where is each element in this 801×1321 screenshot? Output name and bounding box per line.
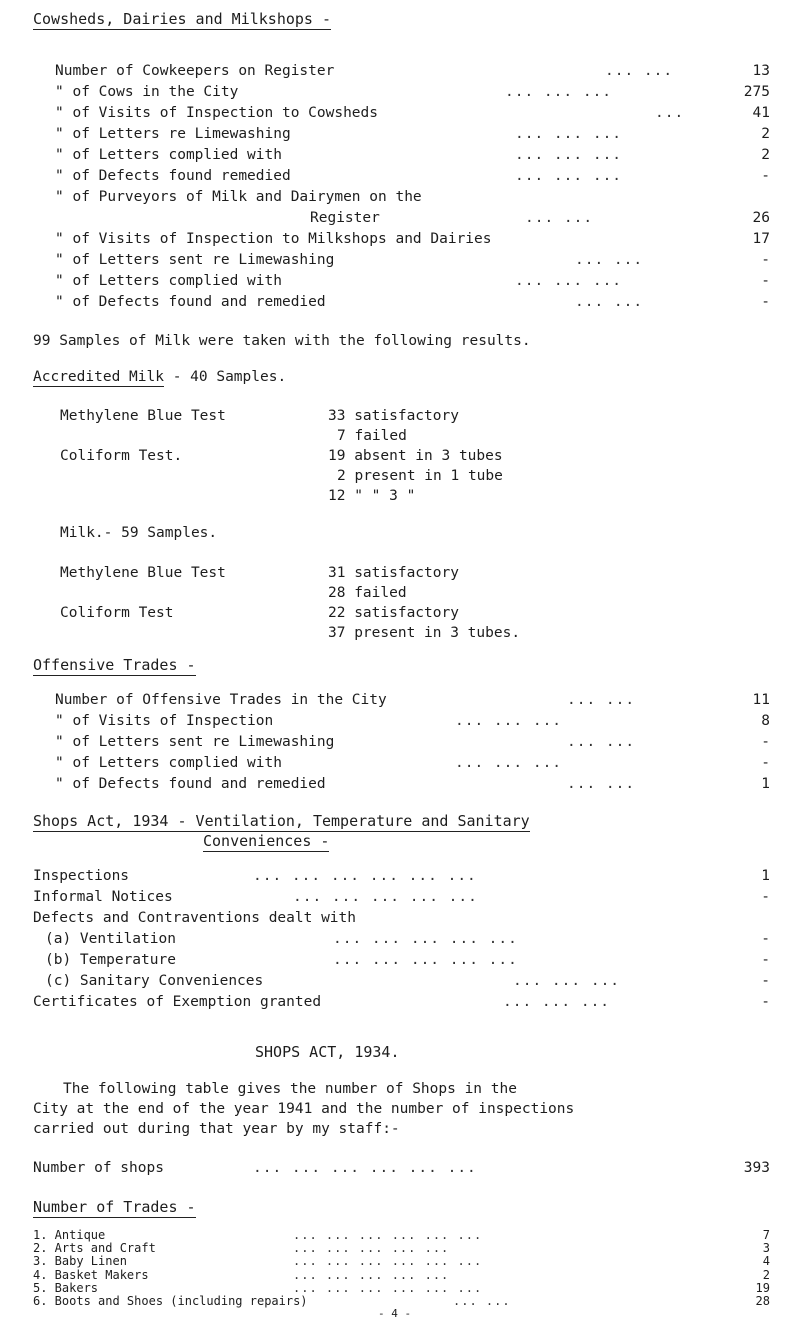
offensive-heading: Offensive Trades - xyxy=(33,656,196,674)
row-value: - xyxy=(761,168,770,184)
milk-heading: Milk.- 59 Samples. xyxy=(60,525,218,541)
row-value: 1 xyxy=(761,776,770,792)
row-value: - xyxy=(761,973,770,989)
accredited-heading-line xyxy=(33,369,286,385)
shops-act-heading: Shops Act, 1934 - Ventilation, Temperature and Sanitary xyxy=(33,812,530,830)
table-row xyxy=(33,910,770,930)
table-row xyxy=(55,734,770,754)
row-label: 1. Antique xyxy=(33,1228,106,1242)
table-row xyxy=(55,776,770,796)
table-row xyxy=(55,294,770,314)
row-value: 2 xyxy=(761,147,770,163)
row-value: 7 xyxy=(762,1228,770,1242)
table-row xyxy=(55,84,770,104)
list-item xyxy=(33,1254,770,1267)
row-dots: ... ... xyxy=(575,294,644,310)
row-value: 19 xyxy=(755,1280,770,1295)
row-dots: ... xyxy=(655,105,685,121)
row-dots: ... ... ... ... ... ... xyxy=(293,1254,483,1269)
row-dots: ... ... ... xyxy=(503,994,611,1010)
row-dots: ... ... ... xyxy=(515,273,623,289)
methylene-test-label: Methylene Blue Test xyxy=(60,565,226,581)
row-label: " of Visits of Inspection xyxy=(55,713,274,729)
table-row xyxy=(55,252,770,272)
table-row xyxy=(55,147,770,167)
row-value: 41 xyxy=(752,105,770,121)
result-line: 28 failed xyxy=(328,585,407,601)
row-dots: ... ... ... xyxy=(455,755,563,771)
row-label: " of Letters sent re Limewashing xyxy=(55,734,335,750)
table-row xyxy=(55,210,770,230)
samples-intro: 99 Samples of Milk were taken with the following results. xyxy=(33,333,531,349)
row-label: Defects and Contraventions dealt with xyxy=(33,910,357,926)
accredited-count: - 40 Samples. xyxy=(172,369,287,385)
row-value: - xyxy=(761,273,770,289)
list-item xyxy=(33,1268,770,1281)
table-row xyxy=(55,713,770,733)
row-label: 3. Baby Linen xyxy=(33,1254,127,1269)
shops-act-title: SHOPS ACT, 1934. xyxy=(255,1043,400,1061)
row-label: " of Letters sent re Limewashing xyxy=(55,252,335,268)
row-dots: ... ... xyxy=(605,63,674,79)
row-label: (c) Sanitary Conveniences xyxy=(45,973,264,989)
row-value: 3 xyxy=(762,1241,770,1256)
row-dots: ... ... ... ... ... xyxy=(293,1241,450,1256)
result-line: 33 satisfactory xyxy=(328,408,459,424)
row-dots: ... ... ... xyxy=(515,126,623,142)
row-value: 17 xyxy=(752,231,770,247)
row-label: Number of shops xyxy=(33,1160,164,1176)
row-dots: ... ... ... xyxy=(515,147,623,163)
row-value: 2 xyxy=(761,126,770,142)
table-row xyxy=(55,273,770,293)
row-dots: ... ... ... xyxy=(505,84,613,100)
result-line: 31 satisfactory xyxy=(328,565,459,581)
row-label: " of Visits of Inspection to Milkshops and Dairies xyxy=(55,231,492,247)
methylene-test-label: Methylene Blue Test xyxy=(60,408,226,424)
row-value: - xyxy=(761,994,770,1010)
row-label: (b) Temperature xyxy=(45,952,176,968)
row-label: 2. Arts and Craft xyxy=(33,1241,156,1256)
page-number: - 4 - xyxy=(378,1307,412,1320)
row-dots: ... ... ... ... ... xyxy=(293,889,478,905)
row-label: " of Letters complied with xyxy=(55,273,282,289)
row-value: 8 xyxy=(761,713,770,729)
row-label: Certificates of Exemption granted xyxy=(33,994,322,1010)
table-row xyxy=(33,973,770,993)
row-value: - xyxy=(761,931,770,947)
table-row xyxy=(55,168,770,188)
table-row xyxy=(33,931,770,951)
row-label: 5. Bakers xyxy=(33,1280,99,1295)
table-row xyxy=(55,231,770,251)
shops-para-line: carried out during that year by my staff:- xyxy=(33,1121,400,1137)
result-line: 7 failed xyxy=(337,428,407,444)
cowsheds-heading: Cowsheds, Dairies and Milkshops - xyxy=(33,10,332,28)
list-item xyxy=(33,1241,770,1254)
row-dots: ... ... xyxy=(567,734,636,750)
row-value: 1 xyxy=(761,868,770,884)
trades-heading: Number of Trades - xyxy=(33,1198,196,1216)
row-label: " of Letters re Limewashing xyxy=(55,126,291,142)
table-row xyxy=(33,952,770,972)
table-row xyxy=(55,105,770,125)
table-row xyxy=(55,63,770,83)
row-label: " of Purveyors of Milk and Dairymen on the xyxy=(55,189,422,205)
list-item xyxy=(33,1228,770,1241)
row-dots: ... ... ... ... ... xyxy=(293,1267,450,1282)
row-dots: ... ... ... ... ... ... xyxy=(253,1160,477,1176)
table-row xyxy=(33,994,770,1014)
row-value: - xyxy=(761,252,770,268)
list-item xyxy=(33,1294,770,1307)
result-line: 19 absent in 3 tubes xyxy=(328,448,503,464)
row-value: 2 xyxy=(762,1267,770,1282)
row-value: - xyxy=(761,755,770,771)
row-label: Number of Cowkeepers on Register xyxy=(55,63,335,79)
row-label: 4. Basket Makers xyxy=(33,1267,149,1282)
coliform-test-label: Coliform Test. xyxy=(60,448,183,464)
row-value: 393 xyxy=(743,1160,770,1176)
coliform-test-label: Coliform Test xyxy=(60,605,174,621)
row-dots: ... ... ... ... ... ... xyxy=(293,1228,483,1242)
row-dots: ... ... ... ... ... ... xyxy=(253,868,477,884)
result-line: 22 satisfactory xyxy=(328,605,459,621)
row-dots: ... ... xyxy=(567,776,636,792)
row-label: " of Defects found remedied xyxy=(55,168,291,184)
number-of-shops-row xyxy=(33,1160,770,1180)
row-dots: ... ... ... xyxy=(515,168,623,184)
row-value: 28 xyxy=(755,1294,770,1308)
row-value: - xyxy=(761,734,770,750)
row-value: - xyxy=(761,294,770,310)
row-label: Number of Offensive Trades in the City xyxy=(55,692,387,708)
shops-para-line: City at the end of the year 1941 and the number of inspections xyxy=(33,1101,575,1117)
row-label: Informal Notices xyxy=(33,889,173,905)
list-item xyxy=(33,1281,770,1294)
row-label: " of Cows in the City xyxy=(55,84,239,100)
row-dots: ... ... ... ... ... xyxy=(333,952,518,968)
table-row xyxy=(55,755,770,775)
table-row xyxy=(55,189,770,209)
row-dots: ... ... xyxy=(453,1294,511,1308)
row-label: " of Defects found and remedied xyxy=(55,294,326,310)
table-row xyxy=(33,889,770,909)
row-label: Inspections xyxy=(33,868,130,884)
shops-act-heading-2: Conveniences - xyxy=(203,832,330,850)
row-dots: ... ... ... ... ... ... xyxy=(293,1280,483,1295)
row-label: (a) Ventilation xyxy=(45,931,176,947)
row-dots: ... ... ... xyxy=(455,713,563,729)
row-value: 13 xyxy=(752,63,770,79)
row-dots: ... ... xyxy=(525,210,594,226)
row-dots: ... ... xyxy=(575,252,644,268)
row-label: " of Letters complied with xyxy=(55,147,282,163)
row-label: " of Defects found and remedied xyxy=(55,776,326,792)
result-line: 2 present in 1 tube xyxy=(337,468,503,484)
row-label: 6. Boots and Shoes (including repairs) xyxy=(33,1294,308,1308)
row-dots: ... ... ... ... ... xyxy=(333,931,518,947)
result-line: 12 " " 3 " xyxy=(328,488,416,504)
row-label: " of Letters complied with xyxy=(55,755,282,771)
table-row xyxy=(33,868,770,888)
row-value: - xyxy=(761,952,770,968)
table-row xyxy=(55,692,770,712)
row-value: 4 xyxy=(762,1254,770,1269)
row-label: " of Visits of Inspection to Cowsheds xyxy=(55,105,379,121)
row-label: Register xyxy=(310,210,380,226)
row-value: 11 xyxy=(752,692,770,708)
result-line: 37 present in 3 tubes. xyxy=(328,625,521,641)
row-value: 26 xyxy=(752,210,770,226)
row-value: 275 xyxy=(743,84,770,100)
row-dots: ... ... xyxy=(567,692,636,708)
row-dots: ... ... ... xyxy=(513,973,621,989)
table-row xyxy=(55,126,770,146)
shops-para-line: The following table gives the number of Shops in the xyxy=(63,1081,517,1097)
accredited-heading: Accredited Milk xyxy=(33,369,164,385)
row-value: - xyxy=(761,889,770,905)
